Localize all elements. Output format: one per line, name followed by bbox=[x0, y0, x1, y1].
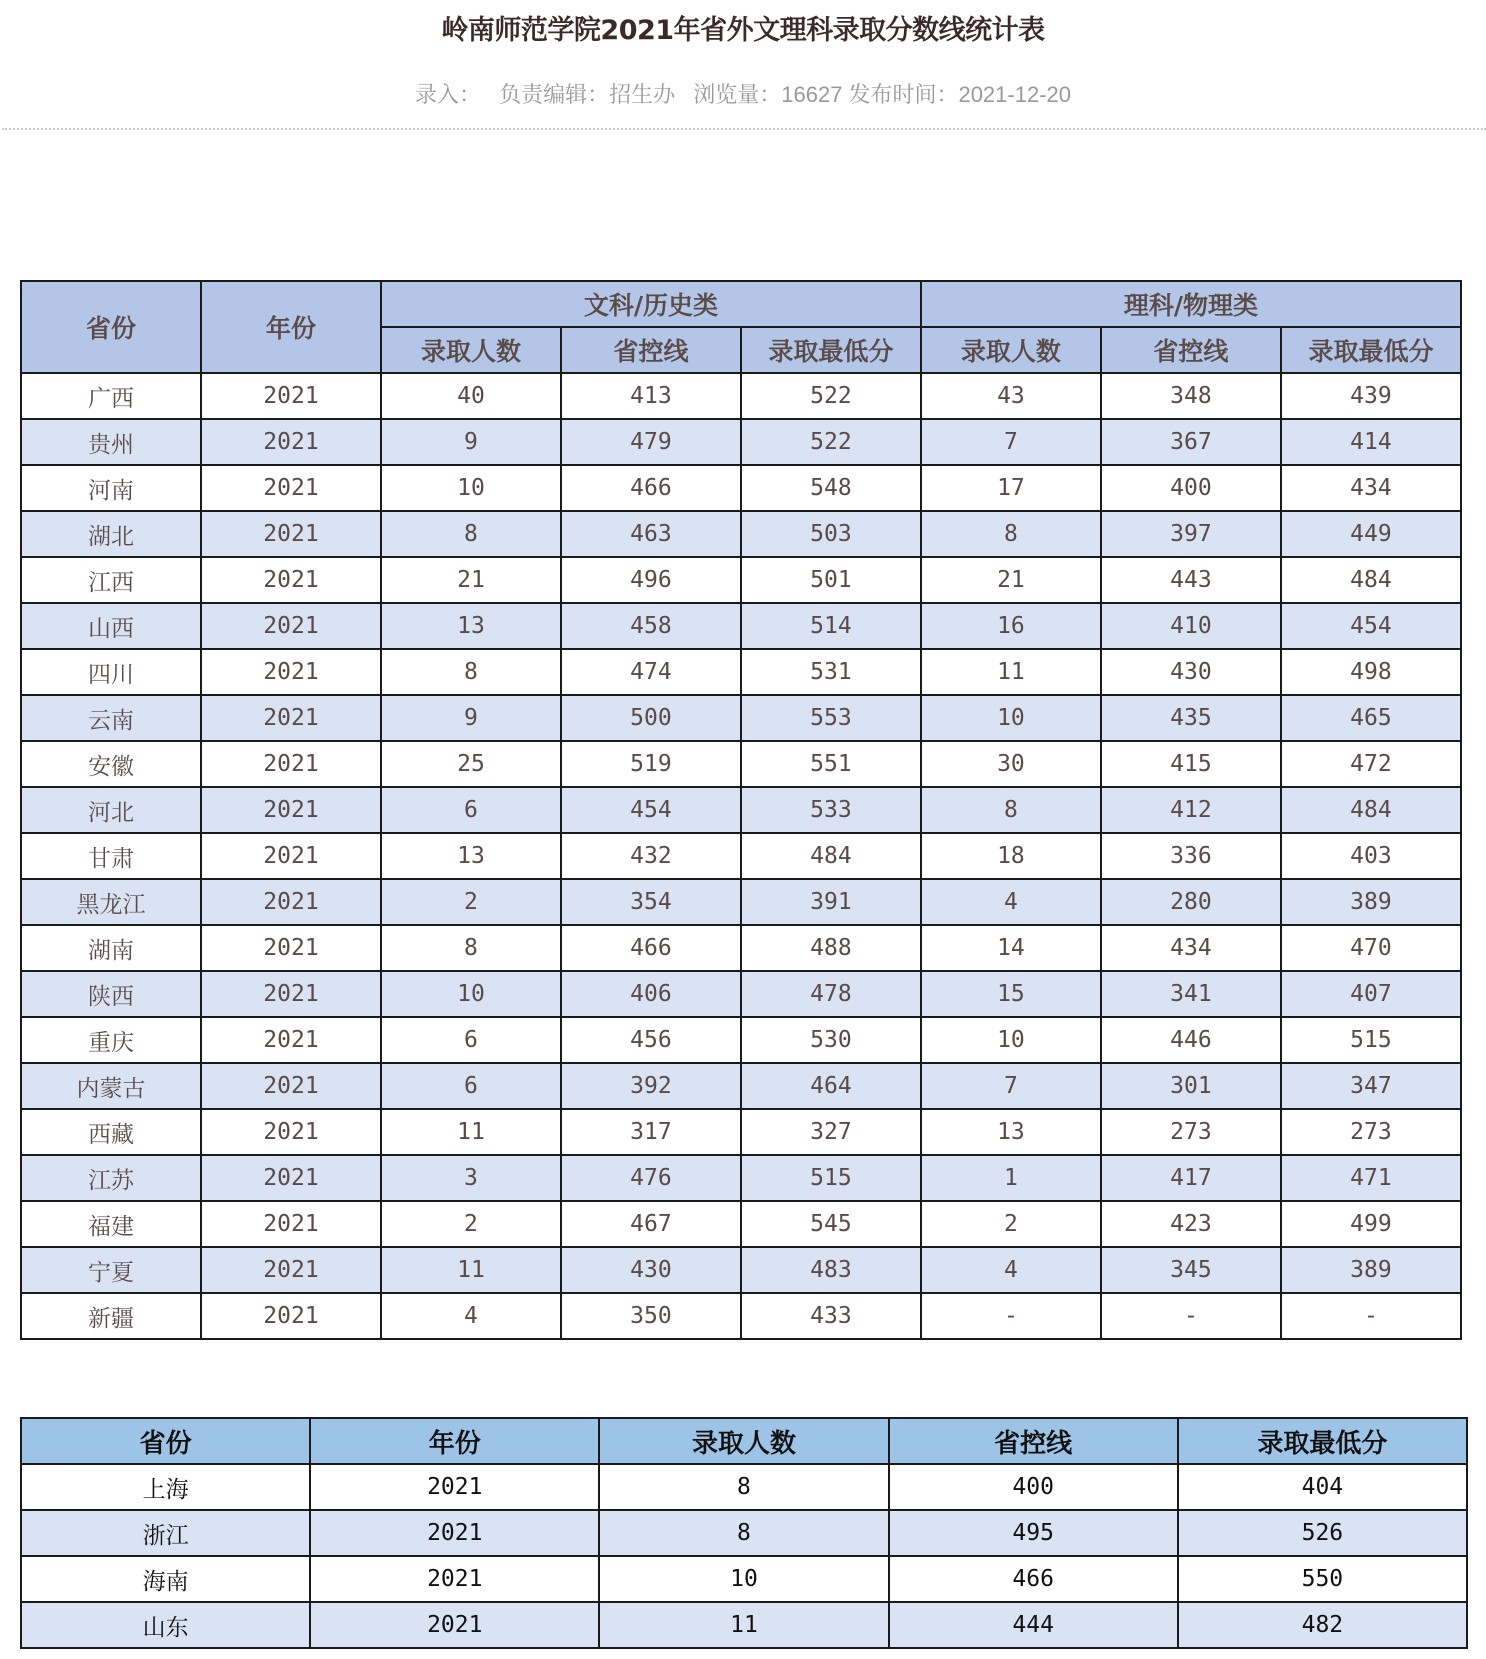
cell-arts-control-line: 519 bbox=[561, 741, 741, 787]
header-row-1 bbox=[21, 281, 1461, 327]
cell-arts-admitted: 3 bbox=[381, 1155, 561, 1201]
admission-table-comprehensive bbox=[20, 1417, 1468, 1649]
cell-arts-min-score: 514 bbox=[741, 603, 921, 649]
table-row bbox=[21, 419, 1461, 465]
cell-arts-admitted: 2 bbox=[381, 879, 561, 925]
cell-science-admitted: 8 bbox=[921, 787, 1101, 833]
cell-year: 2021 bbox=[201, 1201, 381, 1247]
cell-arts-min-score: 531 bbox=[741, 649, 921, 695]
cell-control-line: 466 bbox=[889, 1556, 1178, 1602]
cell-science-min-score: 449 bbox=[1281, 511, 1461, 557]
cell-science-min-score: 273 bbox=[1281, 1109, 1461, 1155]
cell-science-admitted: 7 bbox=[921, 1063, 1101, 1109]
cell-arts-admitted: 13 bbox=[381, 603, 561, 649]
cell-science-control-line: 435 bbox=[1101, 695, 1281, 741]
cell-science-control-line: 410 bbox=[1101, 603, 1281, 649]
group-header-science: 理科/物理类 bbox=[921, 281, 1461, 327]
cell-arts-min-score: 533 bbox=[741, 787, 921, 833]
cell-arts-control-line: 467 bbox=[561, 1201, 741, 1247]
table-row bbox=[21, 1017, 1461, 1063]
col-header-science-min-score: 录取最低分 bbox=[1281, 327, 1461, 373]
table-row bbox=[21, 1201, 1461, 1247]
cell-province: 安徽 bbox=[21, 741, 201, 787]
table-row bbox=[21, 373, 1461, 419]
cell-science-min-score: 465 bbox=[1281, 695, 1461, 741]
cell-province: 甘肃 bbox=[21, 833, 201, 879]
cell-science-control-line: 412 bbox=[1101, 787, 1281, 833]
cell-arts-min-score: 478 bbox=[741, 971, 921, 1017]
views-count: 浏览量：16627 bbox=[693, 82, 843, 107]
cell-science-admitted: 8 bbox=[921, 511, 1101, 557]
col-header-science-control-line: 省控线 bbox=[1101, 327, 1281, 373]
cell-year: 2021 bbox=[310, 1464, 599, 1510]
cell-year: 2021 bbox=[310, 1510, 599, 1556]
cell-province: 云南 bbox=[21, 695, 201, 741]
table-row bbox=[21, 1464, 1467, 1510]
cell-science-control-line: 400 bbox=[1101, 465, 1281, 511]
cell-year: 2021 bbox=[201, 603, 381, 649]
cell-min-score: 526 bbox=[1178, 1510, 1467, 1556]
cell-arts-control-line: 500 bbox=[561, 695, 741, 741]
cell-arts-control-line: 350 bbox=[561, 1293, 741, 1339]
cell-admitted: 11 bbox=[599, 1602, 888, 1648]
cell-arts-control-line: 479 bbox=[561, 419, 741, 465]
table-row bbox=[21, 1510, 1467, 1556]
cell-arts-control-line: 392 bbox=[561, 1063, 741, 1109]
cell-arts-control-line: 454 bbox=[561, 787, 741, 833]
cell-arts-min-score: 545 bbox=[741, 1201, 921, 1247]
cell-year: 2021 bbox=[201, 741, 381, 787]
cell-arts-control-line: 432 bbox=[561, 833, 741, 879]
cell-science-admitted: 13 bbox=[921, 1109, 1101, 1155]
cell-science-admitted: 15 bbox=[921, 971, 1101, 1017]
cell-arts-admitted: 6 bbox=[381, 1017, 561, 1063]
cell-admitted: 8 bbox=[599, 1464, 888, 1510]
cell-arts-min-score: 488 bbox=[741, 925, 921, 971]
cell-admitted: 8 bbox=[599, 1510, 888, 1556]
cell-province: 黑龙江 bbox=[21, 879, 201, 925]
cell-arts-admitted: 11 bbox=[381, 1247, 561, 1293]
table-row bbox=[21, 465, 1461, 511]
col-header-science-admitted: 录取人数 bbox=[921, 327, 1101, 373]
cell-science-control-line: 443 bbox=[1101, 557, 1281, 603]
cell-province: 江苏 bbox=[21, 1155, 201, 1201]
publish-date: 发布时间：2021-12-20 bbox=[848, 82, 1071, 107]
col-header-admitted: 录取人数 bbox=[599, 1418, 888, 1464]
cell-arts-admitted: 9 bbox=[381, 695, 561, 741]
cell-science-min-score: 484 bbox=[1281, 557, 1461, 603]
cell-year: 2021 bbox=[310, 1556, 599, 1602]
cell-science-admitted: 1 bbox=[921, 1155, 1101, 1201]
cell-science-control-line: 348 bbox=[1101, 373, 1281, 419]
cell-science-min-score: 499 bbox=[1281, 1201, 1461, 1247]
cell-arts-control-line: 430 bbox=[561, 1247, 741, 1293]
cell-science-min-score: 472 bbox=[1281, 741, 1461, 787]
cell-arts-min-score: 503 bbox=[741, 511, 921, 557]
table-row bbox=[21, 1556, 1467, 1602]
table-row bbox=[21, 971, 1461, 1017]
cell-province: 河北 bbox=[21, 787, 201, 833]
page-title: 岭南师范学院2021年省外文理科录取分数线统计表 bbox=[441, 15, 1045, 46]
cell-science-admitted: 4 bbox=[921, 879, 1101, 925]
cell-science-admitted: 4 bbox=[921, 1247, 1101, 1293]
admission-table-arts-science bbox=[20, 280, 1462, 1340]
cell-science-admitted: 10 bbox=[921, 695, 1101, 741]
cell-province: 江西 bbox=[21, 557, 201, 603]
cell-science-min-score: 454 bbox=[1281, 603, 1461, 649]
cell-arts-min-score: 553 bbox=[741, 695, 921, 741]
cell-science-control-line: 301 bbox=[1101, 1063, 1281, 1109]
meta-divider bbox=[2, 128, 1486, 130]
cell-arts-admitted: 10 bbox=[381, 971, 561, 1017]
cell-province: 新疆 bbox=[21, 1293, 201, 1339]
cell-province: 浙江 bbox=[21, 1510, 310, 1556]
cell-arts-control-line: 456 bbox=[561, 1017, 741, 1063]
cell-arts-admitted: 8 bbox=[381, 925, 561, 971]
cell-arts-admitted: 21 bbox=[381, 557, 561, 603]
cell-science-control-line: 341 bbox=[1101, 971, 1281, 1017]
cell-science-control-line: 345 bbox=[1101, 1247, 1281, 1293]
cell-arts-control-line: 466 bbox=[561, 925, 741, 971]
entry-label: 录入： bbox=[414, 82, 481, 107]
cell-science-admitted: - bbox=[921, 1293, 1101, 1339]
cell-arts-min-score: 515 bbox=[741, 1155, 921, 1201]
cell-province: 四川 bbox=[21, 649, 201, 695]
cell-min-score: 550 bbox=[1178, 1556, 1467, 1602]
cell-science-admitted: 11 bbox=[921, 649, 1101, 695]
col-header-province: 省份 bbox=[21, 1418, 310, 1464]
cell-science-admitted: 10 bbox=[921, 1017, 1101, 1063]
cell-arts-min-score: 522 bbox=[741, 419, 921, 465]
cell-science-admitted: 21 bbox=[921, 557, 1101, 603]
table-row bbox=[21, 741, 1461, 787]
cell-science-control-line: 336 bbox=[1101, 833, 1281, 879]
table-row bbox=[21, 925, 1461, 971]
cell-arts-control-line: 474 bbox=[561, 649, 741, 695]
cell-province: 海南 bbox=[21, 1556, 310, 1602]
cell-control-line: 495 bbox=[889, 1510, 1178, 1556]
cell-province: 重庆 bbox=[21, 1017, 201, 1063]
cell-science-admitted: 18 bbox=[921, 833, 1101, 879]
col-header-arts-control-line: 省控线 bbox=[561, 327, 741, 373]
cell-province: 河南 bbox=[21, 465, 201, 511]
cell-science-control-line: 273 bbox=[1101, 1109, 1281, 1155]
cell-arts-min-score: 327 bbox=[741, 1109, 921, 1155]
table-row bbox=[21, 833, 1461, 879]
col-header-arts-min-score: 录取最低分 bbox=[741, 327, 921, 373]
cell-science-admitted: 30 bbox=[921, 741, 1101, 787]
cell-science-min-score: 414 bbox=[1281, 419, 1461, 465]
cell-arts-min-score: 391 bbox=[741, 879, 921, 925]
cell-science-control-line: 446 bbox=[1101, 1017, 1281, 1063]
cell-province: 贵州 bbox=[21, 419, 201, 465]
cell-arts-min-score: 551 bbox=[741, 741, 921, 787]
table-row bbox=[21, 1155, 1461, 1201]
cell-arts-admitted: 10 bbox=[381, 465, 561, 511]
cell-science-control-line: 367 bbox=[1101, 419, 1281, 465]
cell-arts-admitted: 8 bbox=[381, 649, 561, 695]
cell-science-admitted: 2 bbox=[921, 1201, 1101, 1247]
cell-science-admitted: 43 bbox=[921, 373, 1101, 419]
cell-science-control-line: 430 bbox=[1101, 649, 1281, 695]
cell-province: 湖北 bbox=[21, 511, 201, 557]
cell-science-control-line: 280 bbox=[1101, 879, 1281, 925]
table-row bbox=[21, 603, 1461, 649]
cell-science-control-line: 415 bbox=[1101, 741, 1281, 787]
cell-arts-admitted: 13 bbox=[381, 833, 561, 879]
cell-arts-admitted: 40 bbox=[381, 373, 561, 419]
table-row bbox=[21, 1109, 1461, 1155]
cell-year: 2021 bbox=[201, 649, 381, 695]
cell-arts-admitted: 11 bbox=[381, 1109, 561, 1155]
cell-arts-admitted: 8 bbox=[381, 511, 561, 557]
cell-min-score: 404 bbox=[1178, 1464, 1467, 1510]
cell-province: 山西 bbox=[21, 603, 201, 649]
editor-label: 负责编辑：招生办 bbox=[499, 82, 676, 107]
table-row bbox=[21, 1602, 1467, 1648]
cell-science-min-score: 347 bbox=[1281, 1063, 1461, 1109]
group-header-arts: 文科/历史类 bbox=[381, 281, 921, 327]
cell-arts-control-line: 317 bbox=[561, 1109, 741, 1155]
table-row bbox=[21, 787, 1461, 833]
cell-arts-min-score: 483 bbox=[741, 1247, 921, 1293]
cell-science-min-score: 403 bbox=[1281, 833, 1461, 879]
cell-arts-admitted: 2 bbox=[381, 1201, 561, 1247]
cell-year: 2021 bbox=[201, 1155, 381, 1201]
cell-science-admitted: 14 bbox=[921, 925, 1101, 971]
cell-arts-min-score: 548 bbox=[741, 465, 921, 511]
cell-science-min-score: 515 bbox=[1281, 1017, 1461, 1063]
cell-province: 陕西 bbox=[21, 971, 201, 1017]
cell-province: 宁夏 bbox=[21, 1247, 201, 1293]
cell-science-min-score: 439 bbox=[1281, 373, 1461, 419]
cell-science-min-score: 470 bbox=[1281, 925, 1461, 971]
table-row bbox=[21, 1247, 1461, 1293]
cell-arts-control-line: 466 bbox=[561, 465, 741, 511]
cell-science-min-score: 484 bbox=[1281, 787, 1461, 833]
cell-arts-min-score: 433 bbox=[741, 1293, 921, 1339]
cell-province: 内蒙古 bbox=[21, 1063, 201, 1109]
cell-science-min-score: 498 bbox=[1281, 649, 1461, 695]
cell-year: 2021 bbox=[201, 511, 381, 557]
table-row bbox=[21, 695, 1461, 741]
cell-science-control-line: 397 bbox=[1101, 511, 1281, 557]
cell-science-min-score: 434 bbox=[1281, 465, 1461, 511]
cell-arts-admitted: 6 bbox=[381, 1063, 561, 1109]
cell-science-min-score: 407 bbox=[1281, 971, 1461, 1017]
cell-year: 2021 bbox=[201, 833, 381, 879]
cell-arts-min-score: 464 bbox=[741, 1063, 921, 1109]
cell-province: 福建 bbox=[21, 1201, 201, 1247]
cell-arts-control-line: 413 bbox=[561, 373, 741, 419]
cell-arts-min-score: 501 bbox=[741, 557, 921, 603]
cell-arts-control-line: 463 bbox=[561, 511, 741, 557]
cell-year: 2021 bbox=[201, 465, 381, 511]
cell-science-control-line: 417 bbox=[1101, 1155, 1281, 1201]
cell-year: 2021 bbox=[201, 695, 381, 741]
cell-science-admitted: 7 bbox=[921, 419, 1101, 465]
col-header-province: 省份 bbox=[21, 281, 201, 373]
cell-arts-admitted: 6 bbox=[381, 787, 561, 833]
cell-arts-control-line: 458 bbox=[561, 603, 741, 649]
cell-science-control-line: 423 bbox=[1101, 1201, 1281, 1247]
cell-arts-control-line: 476 bbox=[561, 1155, 741, 1201]
cell-science-min-score: 471 bbox=[1281, 1155, 1461, 1201]
cell-arts-min-score: 522 bbox=[741, 373, 921, 419]
header-row bbox=[21, 1418, 1467, 1464]
cell-year: 2021 bbox=[201, 1017, 381, 1063]
cell-arts-admitted: 25 bbox=[381, 741, 561, 787]
table-row bbox=[21, 649, 1461, 695]
cell-science-admitted: 16 bbox=[921, 603, 1101, 649]
cell-year: 2021 bbox=[201, 925, 381, 971]
cell-control-line: 444 bbox=[889, 1602, 1178, 1648]
cell-year: 2021 bbox=[201, 971, 381, 1017]
cell-year: 2021 bbox=[201, 787, 381, 833]
table-row bbox=[21, 1063, 1461, 1109]
cell-arts-admitted: 9 bbox=[381, 419, 561, 465]
cell-year: 2021 bbox=[201, 1063, 381, 1109]
cell-arts-control-line: 354 bbox=[561, 879, 741, 925]
col-header-arts-admitted: 录取人数 bbox=[381, 327, 561, 373]
cell-year: 2021 bbox=[201, 373, 381, 419]
cell-science-control-line: - bbox=[1101, 1293, 1281, 1339]
cell-province: 湖南 bbox=[21, 925, 201, 971]
cell-province: 山东 bbox=[21, 1602, 310, 1648]
cell-year: 2021 bbox=[310, 1602, 599, 1648]
cell-arts-min-score: 484 bbox=[741, 833, 921, 879]
cell-year: 2021 bbox=[201, 419, 381, 465]
col-header-control-line: 省控线 bbox=[889, 1418, 1178, 1464]
table-row bbox=[21, 1293, 1461, 1339]
cell-science-min-score: 389 bbox=[1281, 879, 1461, 925]
table-row bbox=[21, 557, 1461, 603]
cell-arts-control-line: 406 bbox=[561, 971, 741, 1017]
cell-admitted: 10 bbox=[599, 1556, 888, 1602]
col-header-year: 年份 bbox=[201, 281, 381, 373]
cell-arts-control-line: 496 bbox=[561, 557, 741, 603]
cell-science-admitted: 17 bbox=[921, 465, 1101, 511]
cell-year: 2021 bbox=[201, 1293, 381, 1339]
cell-year: 2021 bbox=[201, 879, 381, 925]
cell-province: 上海 bbox=[21, 1464, 310, 1510]
cell-year: 2021 bbox=[201, 1109, 381, 1155]
table-row bbox=[21, 511, 1461, 557]
cell-province: 西藏 bbox=[21, 1109, 201, 1155]
table-row bbox=[21, 879, 1461, 925]
cell-min-score: 482 bbox=[1178, 1602, 1467, 1648]
cell-science-min-score: - bbox=[1281, 1293, 1461, 1339]
cell-province: 广西 bbox=[21, 373, 201, 419]
cell-year: 2021 bbox=[201, 1247, 381, 1293]
cell-year: 2021 bbox=[201, 557, 381, 603]
cell-control-line: 400 bbox=[889, 1464, 1178, 1510]
cell-science-min-score: 389 bbox=[1281, 1247, 1461, 1293]
article-meta bbox=[0, 78, 1486, 109]
cell-arts-admitted: 4 bbox=[381, 1293, 561, 1339]
cell-science-control-line: 434 bbox=[1101, 925, 1281, 971]
col-header-year: 年份 bbox=[310, 1418, 599, 1464]
cell-arts-min-score: 530 bbox=[741, 1017, 921, 1063]
col-header-min-score: 录取最低分 bbox=[1178, 1418, 1467, 1464]
